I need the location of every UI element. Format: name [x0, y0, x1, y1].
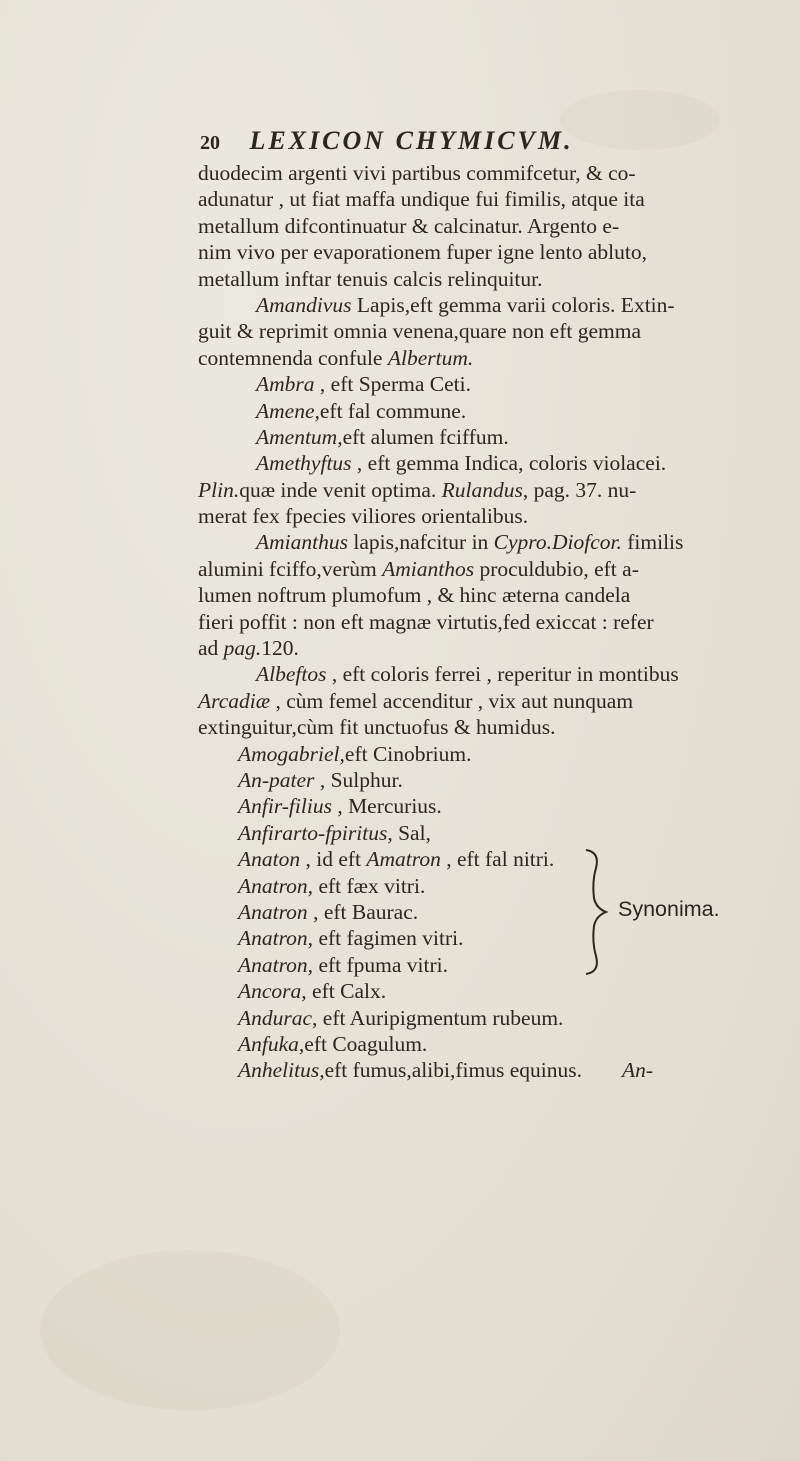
text-line [198, 292, 768, 318]
text-line [198, 398, 768, 424]
text-line: metallum inftar tenuis calcis relinquitur. [198, 266, 543, 291]
entry-text: eft fal commune. [319, 398, 467, 423]
keyword-text: Anatron [238, 899, 308, 924]
entry-text: alumini fciffo,verùm [198, 556, 383, 581]
entry-text: , eft Sperma Ceti. [314, 372, 471, 397]
synonyms-block [198, 846, 768, 978]
tail-entries [198, 978, 768, 1084]
keyword-text: Anfuka, [238, 1031, 305, 1056]
keyword-text: Plin. [198, 477, 240, 502]
keyword-text: Amene, [256, 398, 320, 423]
entry-text: quæ inde venit optima. [239, 477, 442, 502]
entry-text: proculdubio, eft a- [474, 556, 639, 581]
keyword-text: Amentum, [256, 424, 343, 449]
page-number: 20 [200, 132, 220, 154]
keyword-text: Amethyftus [256, 451, 352, 476]
entry-text: lapis,nafcitur in [347, 530, 494, 555]
entry-text: eft fagimen vitri. [313, 926, 464, 951]
text-line [198, 688, 768, 714]
entry-text: , id eft [300, 847, 367, 872]
entry-text: , eft gemma Indica, coloris violacei. [351, 451, 667, 476]
text-line [198, 345, 768, 371]
text-line: metallum difcontinuatur & calcinatur. Argento e- [198, 213, 620, 238]
entry-text: , Sal, [387, 820, 431, 845]
text-line [198, 318, 768, 344]
keyword-text: Albeftos [256, 662, 327, 687]
keyword-text: Arcadiæ [198, 688, 271, 713]
keyword-text: An-pater [238, 767, 315, 792]
brace-icon [580, 848, 610, 976]
keyword-text: Amianthos [382, 556, 475, 581]
entry-text: eft Auripigmentum rubeum. [317, 1005, 564, 1030]
entry-text: , eft coloris ferrei , reperitur in montibus [326, 662, 679, 687]
entry-text: , pag. 37. nu- [522, 477, 637, 502]
text-line [198, 477, 768, 503]
keyword-text: An- [621, 1058, 654, 1083]
text-line [198, 424, 768, 450]
keyword-text: Anaton [238, 847, 301, 872]
text-line [198, 661, 768, 687]
text-line [198, 450, 768, 476]
text-line: adunatur , ut fiat maffa undique fui fimilis, atque ita [198, 187, 645, 212]
text-line [198, 1031, 768, 1057]
text-line [198, 371, 768, 397]
text-line [198, 873, 768, 899]
entry-text: 120. [261, 636, 299, 661]
text-line [198, 767, 768, 793]
entry-text: guit & reprimit omnia venena,quare non eft gemma [198, 319, 641, 344]
entry-text: , Mercurius. [331, 794, 442, 819]
text-line [198, 556, 768, 582]
text-line [198, 978, 768, 1004]
entry-text: contemnenda confule [198, 345, 388, 370]
entry-text: , eft Baurac. [307, 899, 419, 924]
keyword-text: Anatron, [238, 952, 314, 977]
entry-text: , Sulphur. [314, 767, 403, 792]
entry-text: Lapis,eft gemma varii coloris. Extin- [351, 292, 675, 317]
entry-text: eft Cinobrium. [344, 741, 472, 766]
entry-text: eft fpuma vitri. [313, 952, 448, 977]
text-line [198, 925, 768, 951]
entry-text: eft fumus,alibi,fimus equinus. [324, 1058, 582, 1083]
intro-paragraph [198, 160, 768, 292]
entries-list [198, 292, 768, 846]
keyword-text: Amatron [366, 847, 441, 872]
keyword-text: Anfirarto-fpiritus [238, 820, 388, 845]
synonyms-label: Synonima. [618, 897, 720, 922]
text-line [198, 952, 768, 978]
running-title: LEXICON CHYMICVM. [249, 126, 574, 155]
text-line [198, 582, 768, 608]
entry-text: eft Coagulum. [304, 1031, 428, 1056]
keyword-text: Anatron, [238, 873, 314, 898]
text-line [198, 609, 768, 635]
text-line [198, 793, 768, 819]
entry-text: , eft fal nitri. [440, 847, 555, 872]
text-line: duodecim argenti vivi partibus commifcetur, & co- [198, 161, 636, 185]
entry-text: , cùm femel accenditur , vix aut nunquam [270, 688, 634, 713]
entry-text: eft fæx vitri. [313, 873, 426, 898]
text-line [198, 529, 768, 555]
keyword-text: Andurac, [238, 1005, 318, 1030]
paper-stain [40, 1250, 340, 1410]
keyword-text: Albertum. [387, 345, 474, 370]
keyword-text: Anhelitus, [238, 1058, 325, 1083]
keyword-text: Anfir-filius [238, 794, 332, 819]
entry-text: merat fex fpecies viliores orientalibus. [198, 504, 529, 529]
text-line [198, 741, 768, 767]
text-line [198, 714, 768, 740]
keyword-text: Anatron, [238, 926, 314, 951]
text-line [198, 503, 768, 529]
keyword-text: Ambra [256, 372, 315, 397]
text-line [198, 635, 768, 661]
keyword-text: Rulandus [441, 477, 523, 502]
keyword-text: Amogabriel, [238, 741, 345, 766]
keyword-text: pag. [223, 636, 262, 661]
text-line [198, 1057, 768, 1083]
text-line [198, 1005, 768, 1031]
entry-text: fieri poffit : non eft magnæ virtutis,fed exiccat : refer [198, 609, 654, 634]
keyword-text: Ancora, [238, 979, 307, 1004]
entry-text: fimilis [621, 530, 684, 555]
body-text [198, 160, 768, 1084]
page-header [200, 126, 720, 156]
text-line [198, 846, 768, 872]
text-line: nim vivo per evaporationem fuper igne lento abluto, [198, 240, 647, 265]
entry-text: lumen noftrum plumofum , & hinc æterna candela [198, 583, 631, 608]
entry-text: eft Calx. [306, 979, 387, 1004]
keyword-text: Cypro.Diofcor. [493, 530, 622, 555]
entry-text: eft alumen fciffum. [342, 424, 509, 449]
entry-text: extinguitur,cùm fit unctuofus & humidus. [198, 715, 556, 740]
keyword-text: Amianthus [256, 530, 348, 555]
keyword-text: Amandivus [256, 292, 352, 317]
text-line [198, 820, 768, 846]
entry-text: ad [198, 636, 224, 661]
